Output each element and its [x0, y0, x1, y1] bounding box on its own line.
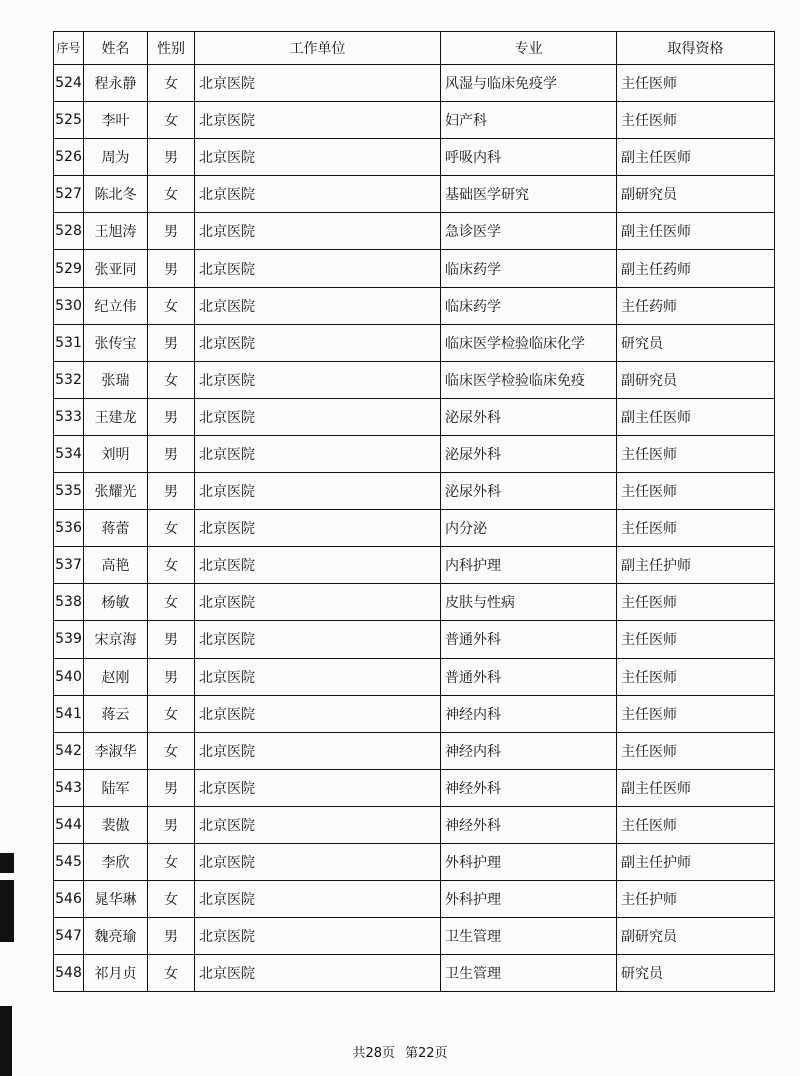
row-qualification: 主任医师 [617, 695, 775, 732]
current-page: 第22页 [405, 1046, 448, 1061]
row-qualification: 副主任药师 [617, 250, 775, 287]
row-name: 张耀光 [84, 473, 148, 510]
row-qualification: 主任医师 [617, 510, 775, 547]
row-unit: 北京医院 [195, 473, 441, 510]
row-unit: 北京医院 [195, 139, 441, 176]
row-unit: 北京医院 [195, 695, 441, 732]
row-unit: 北京医院 [195, 361, 441, 398]
table-row [54, 324, 775, 361]
row-major: 临床医学检验临床化学 [441, 324, 617, 361]
table-row [54, 732, 775, 769]
scan-edge-mark [0, 880, 14, 942]
row-sex: 男 [148, 213, 195, 250]
row-seq: 534 [54, 435, 84, 472]
table-row [54, 176, 775, 213]
row-sex: 女 [148, 176, 195, 213]
row-name: 杨敏 [84, 584, 148, 621]
row-seq: 528 [54, 213, 84, 250]
row-unit: 北京医院 [195, 843, 441, 880]
row-major: 内分泌 [441, 510, 617, 547]
row-sex: 男 [148, 473, 195, 510]
row-seq: 539 [54, 621, 84, 658]
row-unit: 北京医院 [195, 769, 441, 806]
row-unit: 北京医院 [195, 287, 441, 324]
row-unit: 北京医院 [195, 955, 441, 992]
row-seq: 547 [54, 918, 84, 955]
row-qualification: 主任医师 [617, 621, 775, 658]
row-qualification: 研究员 [617, 955, 775, 992]
row-sex: 女 [148, 65, 195, 102]
row-major: 卫生管理 [441, 918, 617, 955]
table-row [54, 250, 775, 287]
row-unit: 北京医院 [195, 102, 441, 139]
row-major: 泌尿外科 [441, 473, 617, 510]
row-qualification: 主任药师 [617, 287, 775, 324]
header-major: 专业 [441, 32, 617, 65]
row-seq: 543 [54, 769, 84, 806]
row-unit: 北京医院 [195, 621, 441, 658]
header-sex: 性别 [148, 32, 195, 65]
table-row [54, 287, 775, 324]
total-pages: 共28页 [352, 1046, 395, 1061]
header-unit: 工作单位 [195, 32, 441, 65]
row-name: 李叶 [84, 102, 148, 139]
row-name: 王旭涛 [84, 213, 148, 250]
row-major: 泌尿外科 [441, 398, 617, 435]
table-row [54, 769, 775, 806]
page-footer [0, 1042, 800, 1061]
row-sex: 女 [148, 510, 195, 547]
row-name: 程永静 [84, 65, 148, 102]
row-sex: 男 [148, 918, 195, 955]
row-unit: 北京医院 [195, 806, 441, 843]
row-seq: 529 [54, 250, 84, 287]
row-seq: 538 [54, 584, 84, 621]
row-unit: 北京医院 [195, 510, 441, 547]
row-sex: 女 [148, 102, 195, 139]
row-unit: 北京医院 [195, 435, 441, 472]
qualification-table [53, 31, 775, 992]
row-name: 张传宝 [84, 324, 148, 361]
row-major: 基础医学研究 [441, 176, 617, 213]
row-sex: 男 [148, 139, 195, 176]
row-seq: 546 [54, 881, 84, 918]
table-row [54, 510, 775, 547]
table-row [54, 213, 775, 250]
header-seq: 序号 [54, 32, 84, 65]
table-row [54, 65, 775, 102]
row-name: 晁华琳 [84, 881, 148, 918]
table-row [54, 361, 775, 398]
row-sex: 男 [148, 250, 195, 287]
row-sex: 男 [148, 324, 195, 361]
row-unit: 北京医院 [195, 324, 441, 361]
row-name: 李欣 [84, 843, 148, 880]
row-name: 纪立伟 [84, 287, 148, 324]
row-major: 神经外科 [441, 806, 617, 843]
table-row [54, 102, 775, 139]
row-qualification: 副主任医师 [617, 769, 775, 806]
row-major: 妇产科 [441, 102, 617, 139]
row-major: 急诊医学 [441, 213, 617, 250]
table-body [54, 65, 775, 992]
row-name: 陆军 [84, 769, 148, 806]
row-name: 宋京海 [84, 621, 148, 658]
row-qualification: 副主任医师 [617, 213, 775, 250]
row-seq: 531 [54, 324, 84, 361]
table-row [54, 547, 775, 584]
table-row [54, 881, 775, 918]
row-name: 李淑华 [84, 732, 148, 769]
row-seq: 545 [54, 843, 84, 880]
row-major: 普通外科 [441, 658, 617, 695]
table-row [54, 695, 775, 732]
row-name: 王建龙 [84, 398, 148, 435]
row-name: 张瑞 [84, 361, 148, 398]
row-sex: 男 [148, 398, 195, 435]
row-seq: 544 [54, 806, 84, 843]
row-major: 临床药学 [441, 287, 617, 324]
row-unit: 北京医院 [195, 658, 441, 695]
row-seq: 540 [54, 658, 84, 695]
row-unit: 北京医院 [195, 213, 441, 250]
row-qualification: 主任医师 [617, 584, 775, 621]
row-seq: 541 [54, 695, 84, 732]
header-name: 姓名 [84, 32, 148, 65]
table-row [54, 843, 775, 880]
row-seq: 548 [54, 955, 84, 992]
table-row [54, 584, 775, 621]
row-name: 裴傲 [84, 806, 148, 843]
row-name: 魏亮瑜 [84, 918, 148, 955]
table-row [54, 806, 775, 843]
row-name: 高艳 [84, 547, 148, 584]
row-qualification: 副主任医师 [617, 139, 775, 176]
row-major: 神经外科 [441, 769, 617, 806]
row-unit: 北京医院 [195, 547, 441, 584]
row-qualification: 主任医师 [617, 102, 775, 139]
row-seq: 533 [54, 398, 84, 435]
row-major: 内科护理 [441, 547, 617, 584]
row-sex: 男 [148, 621, 195, 658]
row-sex: 女 [148, 695, 195, 732]
row-unit: 北京医院 [195, 732, 441, 769]
row-seq: 526 [54, 139, 84, 176]
row-seq: 532 [54, 361, 84, 398]
table-row [54, 621, 775, 658]
scan-edge-mark [0, 853, 14, 873]
row-sex: 男 [148, 806, 195, 843]
row-major: 外科护理 [441, 881, 617, 918]
row-seq: 535 [54, 473, 84, 510]
row-seq: 537 [54, 547, 84, 584]
row-unit: 北京医院 [195, 918, 441, 955]
row-name: 刘明 [84, 435, 148, 472]
row-major: 神经内科 [441, 732, 617, 769]
table-row [54, 473, 775, 510]
row-unit: 北京医院 [195, 584, 441, 621]
row-qualification: 副研究员 [617, 361, 775, 398]
table-row [54, 398, 775, 435]
table-header [54, 32, 775, 65]
row-sex: 女 [148, 287, 195, 324]
row-major: 卫生管理 [441, 955, 617, 992]
row-sex: 女 [148, 732, 195, 769]
row-qualification: 研究员 [617, 324, 775, 361]
row-unit: 北京医院 [195, 65, 441, 102]
row-qualification: 副研究员 [617, 176, 775, 213]
row-sex: 女 [148, 955, 195, 992]
row-major: 外科护理 [441, 843, 617, 880]
row-sex: 男 [148, 769, 195, 806]
row-qualification: 主任医师 [617, 658, 775, 695]
row-sex: 女 [148, 361, 195, 398]
row-major: 临床医学检验临床免疫 [441, 361, 617, 398]
row-qualification: 主任医师 [617, 65, 775, 102]
row-sex: 男 [148, 435, 195, 472]
row-major: 皮肤与性病 [441, 584, 617, 621]
row-name: 赵刚 [84, 658, 148, 695]
row-name: 周为 [84, 139, 148, 176]
row-major: 泌尿外科 [441, 435, 617, 472]
row-name: 陈北冬 [84, 176, 148, 213]
header-qual: 取得资格 [617, 32, 775, 65]
row-major: 呼吸内科 [441, 139, 617, 176]
row-name: 蒋蕾 [84, 510, 148, 547]
row-name: 祁月贞 [84, 955, 148, 992]
row-seq: 525 [54, 102, 84, 139]
row-unit: 北京医院 [195, 398, 441, 435]
row-seq: 536 [54, 510, 84, 547]
scan-edge-mark [0, 1006, 12, 1076]
row-qualification: 副主任医师 [617, 398, 775, 435]
table-row [54, 435, 775, 472]
row-sex: 女 [148, 843, 195, 880]
row-sex: 女 [148, 881, 195, 918]
row-seq: 530 [54, 287, 84, 324]
row-name: 张亚同 [84, 250, 148, 287]
table-row [54, 139, 775, 176]
row-unit: 北京医院 [195, 176, 441, 213]
row-qualification: 主任护师 [617, 881, 775, 918]
row-seq: 524 [54, 65, 84, 102]
row-major: 神经内科 [441, 695, 617, 732]
row-qualification: 主任医师 [617, 435, 775, 472]
table-row [54, 955, 775, 992]
row-sex: 男 [148, 658, 195, 695]
row-name: 蒋云 [84, 695, 148, 732]
row-qualification: 主任医师 [617, 806, 775, 843]
row-unit: 北京医院 [195, 881, 441, 918]
row-major: 风湿与临床免疫学 [441, 65, 617, 102]
row-major: 普通外科 [441, 621, 617, 658]
row-seq: 542 [54, 732, 84, 769]
row-sex: 女 [148, 547, 195, 584]
row-qualification: 副研究员 [617, 918, 775, 955]
row-qualification: 副主任护师 [617, 547, 775, 584]
table-row [54, 918, 775, 955]
row-qualification: 主任医师 [617, 473, 775, 510]
row-sex: 女 [148, 584, 195, 621]
row-qualification: 副主任护师 [617, 843, 775, 880]
table-row [54, 658, 775, 695]
row-unit: 北京医院 [195, 250, 441, 287]
row-seq: 527 [54, 176, 84, 213]
row-qualification: 主任医师 [617, 732, 775, 769]
row-major: 临床药学 [441, 250, 617, 287]
